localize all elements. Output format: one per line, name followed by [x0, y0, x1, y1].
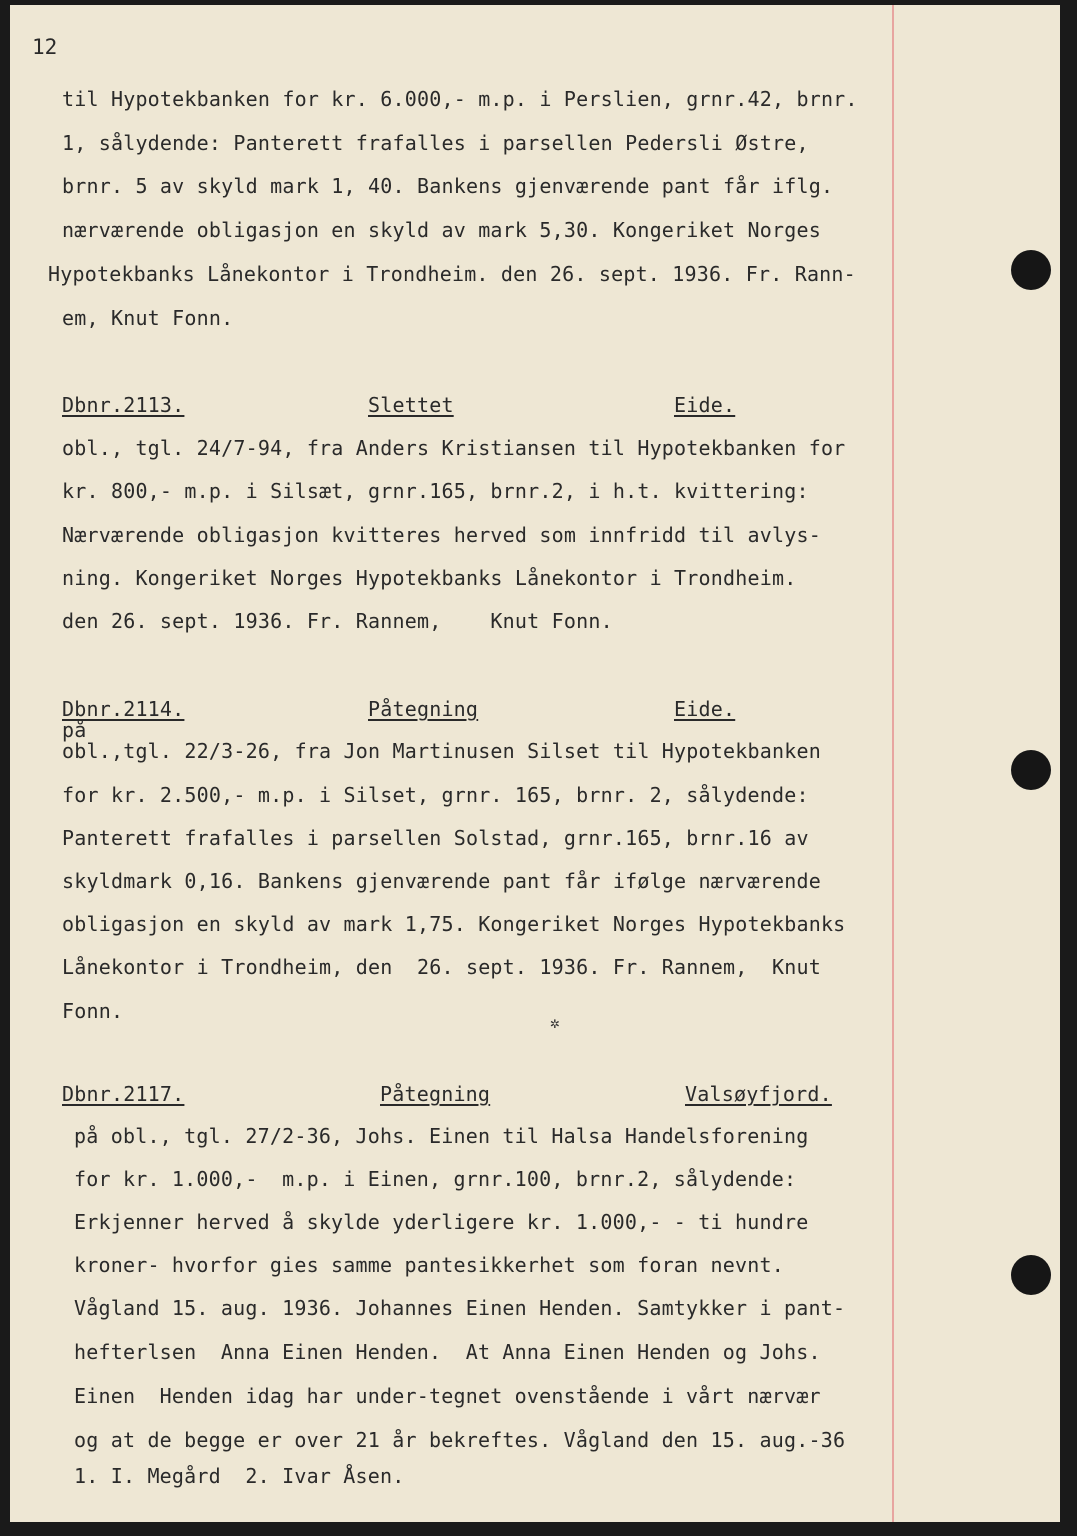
- punch-hole: [1011, 250, 1051, 290]
- entry-place: Valsøyfjord.: [685, 1082, 832, 1106]
- text-line: Einen Henden idag har under-tegnet ovenstående i vårt nærvær: [74, 1384, 821, 1408]
- text-line: 1, sålydende: Panterett frafalles i parsellen Pedersli Østre,: [62, 131, 809, 155]
- punch-hole: [1011, 1255, 1051, 1295]
- text-line: Erkjenner herved å skylde yderligere kr. 1.000,- - ti hundre: [74, 1210, 809, 1234]
- page-number: 12: [32, 35, 58, 59]
- text-line: brnr. 5 av skyld mark 1, 40. Bankens gjenværende pant får iflg.: [62, 174, 834, 198]
- ink-mark: ✲: [550, 1013, 560, 1032]
- text-line: Panterett frafalles i parsellen Solstad, grnr.165, brnr.16 av: [62, 826, 809, 850]
- text-line: Hypotekbanks Lånekontor i Trondheim. den 26. sept. 1936. Fr. Rann-: [48, 262, 856, 286]
- entry-number: Dbnr.2114.: [62, 697, 185, 721]
- text-line: kroner- hvorfor gies samme pantesikkerhet som foran nevnt.: [74, 1253, 784, 1277]
- entry-place: Eide.: [674, 697, 736, 721]
- text-line: Nærværende obligasjon kvitteres herved som innfridd til avlys-: [62, 523, 821, 547]
- punch-hole: [1011, 750, 1051, 790]
- text-line: til Hypotekbanken for kr. 6.000,- m.p. i Perslien, grnr.42, brnr.: [62, 87, 858, 111]
- text-line: for kr. 2.500,- m.p. i Silset, grnr. 165, brnr. 2, sålydende:: [62, 783, 809, 807]
- text-line: for kr. 1.000,- m.p. i Einen, grnr.100, brnr.2, sålydende:: [74, 1167, 797, 1191]
- text-line: obl.,tgl. 22/3-26, fra Jon Martinusen Silset til Hypotekbanken: [62, 739, 821, 763]
- entry-type: Slettet: [368, 393, 454, 417]
- text-line: på obl., tgl. 27/2-36, Johs. Einen til Halsa Handelsforening: [74, 1124, 809, 1148]
- text-line: skyldmark 0,16. Bankens gjenværende pant får ifølge nærværende: [62, 869, 821, 893]
- text-line: og at de begge er over 21 år bekreftes. Vågland den 15. aug.-36: [74, 1428, 846, 1452]
- text-line: kr. 800,- m.p. i Silsæt, grnr.165, brnr.2, i h.t. kvittering:: [62, 479, 809, 503]
- text-line: Lånekontor i Trondheim, den 26. sept. 1936. Fr. Rannem, Knut: [62, 955, 821, 979]
- entry-type: Påtegning: [380, 1082, 491, 1106]
- text-line: nærværende obligasjon en skyld av mark 5,30. Kongeriket Norges: [62, 218, 821, 242]
- text-line: hefterlsen Anna Einen Henden. At Anna Einen Henden og Johs.: [74, 1340, 821, 1364]
- entry-type: Påtegning: [368, 697, 479, 721]
- text-line: obligasjon en skyld av mark 1,75. Kongeriket Norges Hypotekbanks: [62, 912, 846, 936]
- text-line: på: [62, 718, 87, 742]
- entry-number: Dbnr.2117.: [62, 1082, 185, 1106]
- text-line: Fonn.: [62, 999, 124, 1023]
- entry-number: Dbnr.2113.: [62, 393, 185, 417]
- text-line: 1. I. Megård 2. Ivar Åsen.: [74, 1464, 405, 1488]
- text-line: em, Knut Fonn.: [62, 306, 234, 330]
- text-line: obl., tgl. 24/7-94, fra Anders Kristiansen til Hypotekbanken for: [62, 436, 846, 460]
- text-line: ning. Kongeriket Norges Hypotekbanks Lånekontor i Trondheim.: [62, 566, 797, 590]
- document-page: [10, 5, 1060, 1522]
- text-line: den 26. sept. 1936. Fr. Rannem, Knut Fonn.: [62, 609, 613, 633]
- entry-place: Eide.: [674, 393, 736, 417]
- margin-rule: [892, 5, 894, 1522]
- text-line: Vågland 15. aug. 1936. Johannes Einen Henden. Samtykker i pant-: [74, 1296, 846, 1320]
